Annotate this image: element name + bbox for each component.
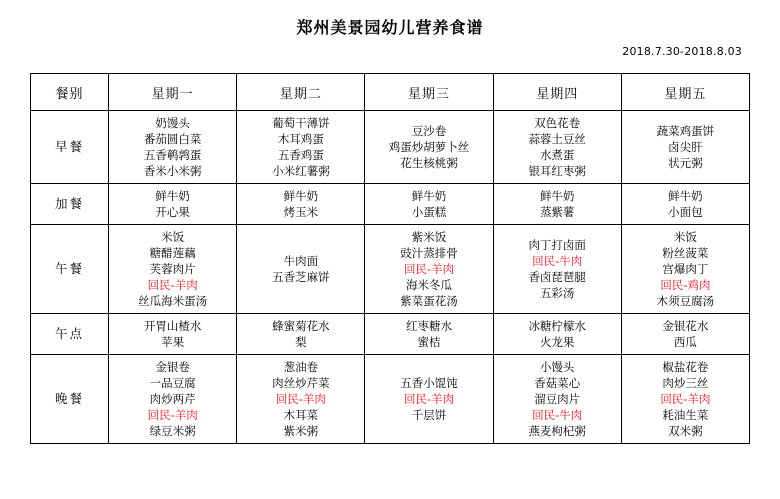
menu-item: 耗油生菜 xyxy=(662,408,709,422)
page-title: 郑州美景园幼儿营养食谱 xyxy=(296,18,484,37)
menu-item: 木须豆腐汤 xyxy=(656,294,715,308)
menu-item: 烤玉米 xyxy=(283,205,319,219)
menu-cell xyxy=(493,111,621,184)
menu-item-highlight: 回民-牛肉 xyxy=(532,254,583,268)
menu-cell xyxy=(493,225,621,314)
menu-item: 奶馒头 xyxy=(155,116,190,130)
menu-item: 燕麦枸杞粥 xyxy=(528,424,586,438)
menu-item: 蒸紫薯 xyxy=(539,205,575,219)
menu-cell xyxy=(109,314,237,355)
menu-cell xyxy=(237,314,365,355)
menu-item: 千层饼 xyxy=(411,408,447,422)
menu-item: 五彩汤 xyxy=(539,286,575,300)
meal-label: 加餐 xyxy=(55,196,85,211)
menu-cell xyxy=(621,314,749,355)
menu-item: 香米小米粥 xyxy=(143,164,202,178)
menu-item-highlight: 回民-牛肉 xyxy=(532,408,583,422)
menu-item: 火龙果 xyxy=(539,335,575,349)
table-header-row xyxy=(31,74,750,111)
menu-item: 开胃山楂水 xyxy=(143,319,202,333)
menu-item: 五香小馄饨 xyxy=(400,376,458,390)
menu-cell xyxy=(237,111,365,184)
menu-item-highlight: 回民-鸡肉 xyxy=(660,278,711,292)
menu-cell xyxy=(109,355,237,444)
menu-item: 花生核桃粥 xyxy=(400,156,458,170)
menu-cell xyxy=(365,184,493,225)
menu-item: 五香鸡蛋 xyxy=(277,148,324,162)
menu-item: 海米冬瓜 xyxy=(406,278,453,292)
menu-item: 葡萄干薄饼 xyxy=(272,116,330,130)
meal-label: 早餐 xyxy=(55,139,85,154)
menu-item: 小蛋糕 xyxy=(411,205,447,219)
menu-cell xyxy=(109,225,237,314)
menu-item: 肉丝炒芹菜 xyxy=(272,376,330,390)
menu-item: 蜜桔 xyxy=(417,335,441,349)
menu-item: 鲜牛奶 xyxy=(668,189,703,203)
menu-item: 丝瓜海米蛋汤 xyxy=(138,294,208,308)
column-header-wednesday: 星期三 xyxy=(365,74,493,111)
menu-item: 小米红薯粥 xyxy=(272,164,330,178)
table-row xyxy=(31,111,750,184)
table-row xyxy=(31,184,750,225)
menu-item: 蔬菜鸡蛋饼 xyxy=(656,124,715,138)
menu-cell xyxy=(621,111,749,184)
date-range: 2018.7.30-2018.8.03 xyxy=(622,45,742,58)
menu-item: 紫菜蛋花汤 xyxy=(400,294,458,308)
menu-item: 绿豆米粥 xyxy=(149,424,196,438)
menu-cell xyxy=(621,225,749,314)
menu-item: 金银卷 xyxy=(155,360,190,374)
column-header-thursday: 星期四 xyxy=(493,74,621,111)
menu-item: 冰糖柠檬水 xyxy=(528,319,586,333)
menu-item: 番茄圆白菜 xyxy=(143,132,202,146)
menu-cell xyxy=(493,184,621,225)
menu-item: 鸡蛋炒胡萝卜丝 xyxy=(388,140,470,154)
menu-item: 粉丝菠菜 xyxy=(662,246,709,260)
menu-item: 香菇菜心 xyxy=(534,376,581,390)
meal-label-cell xyxy=(31,314,109,355)
menu-item: 水煮蛋 xyxy=(539,148,575,162)
column-header-friday: 星期五 xyxy=(621,74,749,111)
menu-cell xyxy=(365,314,493,355)
menu-item: 宫爆肉丁 xyxy=(662,262,709,276)
menu-item: 米饭 xyxy=(161,230,185,244)
menu-item: 五香鹌鹑蛋 xyxy=(143,148,202,162)
menu-item: 小馒头 xyxy=(539,360,575,374)
menu-item: 溜豆肉片 xyxy=(534,392,581,406)
menu-item: 鲜牛奶 xyxy=(155,189,190,203)
menu-cell xyxy=(237,355,365,444)
menu-table xyxy=(30,73,750,444)
menu-item: 肉炒三丝 xyxy=(662,376,709,390)
table-row xyxy=(31,355,750,444)
menu-item: 金银花水 xyxy=(662,319,709,333)
menu-cell xyxy=(109,111,237,184)
menu-cell xyxy=(365,225,493,314)
column-header-tuesday: 星期二 xyxy=(237,74,365,111)
menu-cell xyxy=(621,355,749,444)
menu-cell xyxy=(365,111,493,184)
menu-item: 状元粥 xyxy=(668,156,703,170)
meal-label: 午点 xyxy=(55,326,85,341)
column-header-monday: 星期一 xyxy=(109,74,237,111)
menu-item-highlight: 回民-羊肉 xyxy=(147,278,198,292)
meal-label: 晚餐 xyxy=(55,391,85,406)
menu-item: 香卤琵琶腿 xyxy=(528,270,586,284)
menu-item: 蜂蜜菊花水 xyxy=(272,319,330,333)
menu-cell xyxy=(621,184,749,225)
menu-item-highlight: 回民-羊肉 xyxy=(660,392,711,406)
menu-item: 豆沙卷 xyxy=(411,124,447,138)
menu-item: 豉汁蒸排骨 xyxy=(400,246,458,260)
menu-item: 五香芝麻饼 xyxy=(272,270,330,284)
menu-item: 卤尖肝 xyxy=(668,140,703,154)
menu-item: 鲜牛奶 xyxy=(539,189,575,203)
menu-cell xyxy=(109,184,237,225)
menu-item: 红枣糖水 xyxy=(406,319,453,333)
menu-cell xyxy=(493,355,621,444)
column-header-meal: 餐别 xyxy=(31,74,109,111)
meal-label: 午餐 xyxy=(55,261,85,276)
menu-cell xyxy=(237,225,365,314)
menu-item: 肉丁打卤面 xyxy=(528,238,586,252)
meal-label-cell xyxy=(31,184,109,225)
menu-item: 双米粥 xyxy=(668,424,703,438)
menu-item-highlight: 回民-羊肉 xyxy=(147,408,198,422)
menu-item: 苹果 xyxy=(161,335,185,349)
meal-label-cell xyxy=(31,355,109,444)
menu-item: 牛肉面 xyxy=(283,254,319,268)
menu-item: 椒盐花卷 xyxy=(662,360,709,374)
menu-item: 双色花卷 xyxy=(534,116,581,130)
table-row xyxy=(31,225,750,314)
menu-item-highlight: 回民-羊肉 xyxy=(275,392,326,406)
menu-item: 银耳红枣粥 xyxy=(528,164,586,178)
menu-cell xyxy=(493,314,621,355)
menu-item: 芙蓉肉片 xyxy=(149,262,196,276)
menu-item: 鲜牛奶 xyxy=(411,189,447,203)
menu-item: 蒜蓉土豆丝 xyxy=(528,132,586,146)
meal-label-cell xyxy=(31,111,109,184)
menu-item: 紫米饭 xyxy=(411,230,447,244)
menu-item: 开心果 xyxy=(155,205,190,219)
menu-item: 梨 xyxy=(295,335,307,349)
menu-cell xyxy=(365,355,493,444)
menu-item: 木耳鸡蛋 xyxy=(277,132,324,146)
menu-item: 一品豆腐 xyxy=(149,376,196,390)
menu-item: 鲜牛奶 xyxy=(283,189,319,203)
menu-item-highlight: 回民-羊肉 xyxy=(403,262,455,276)
menu-item: 肉炒两芹 xyxy=(149,392,196,406)
menu-item: 紫米粥 xyxy=(283,424,319,438)
menu-cell xyxy=(237,184,365,225)
menu-item: 西瓜 xyxy=(673,335,697,349)
menu-item: 米饭 xyxy=(673,230,697,244)
menu-item: 小面包 xyxy=(668,205,703,219)
menu-item: 葱油卷 xyxy=(283,360,319,374)
menu-item: 糖醋莲藕 xyxy=(149,246,196,260)
menu-item: 木耳菜 xyxy=(283,408,319,422)
table-row xyxy=(31,314,750,355)
meal-label-cell xyxy=(31,225,109,314)
menu-item-highlight: 回民-羊肉 xyxy=(403,392,455,406)
menu-table-body xyxy=(31,111,750,444)
menu-table-container xyxy=(0,59,780,444)
